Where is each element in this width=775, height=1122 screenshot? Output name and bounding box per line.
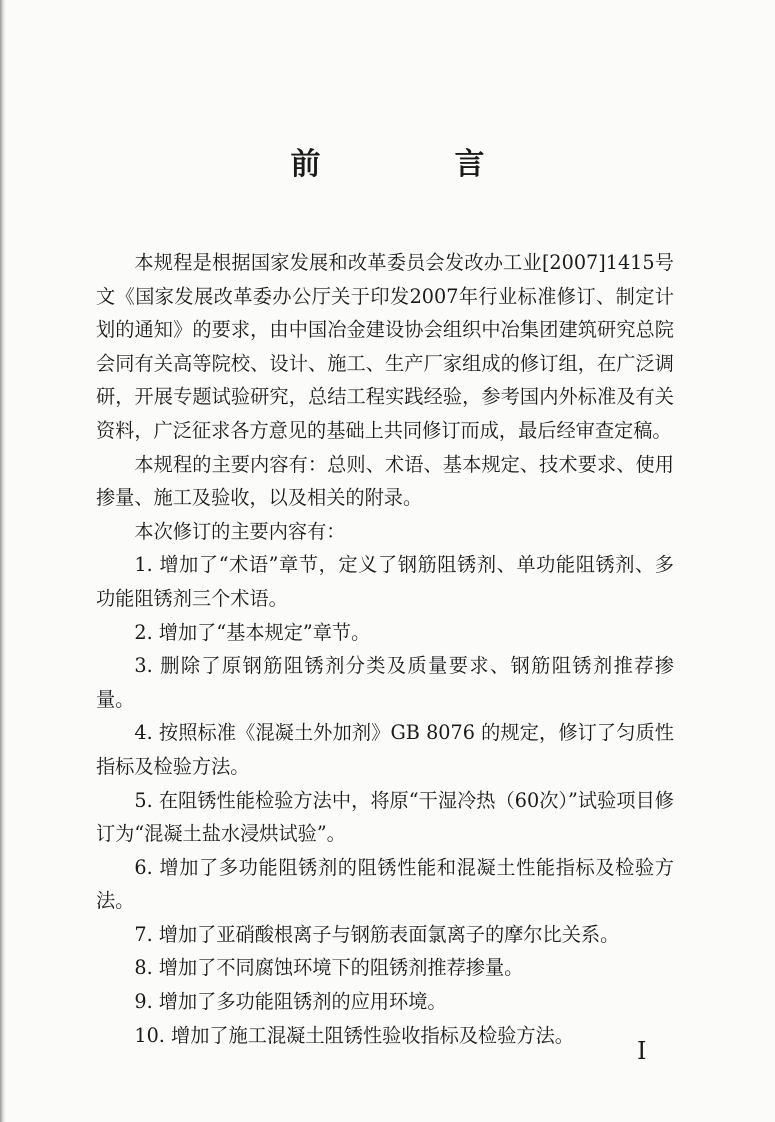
preface-body: [96, 246, 674, 1052]
paragraph-revision-heading: 本次修订的主要内容有：: [134, 519, 346, 543]
revision-item-9: 9. 增加了多功能阻锈剂的应用环境。: [134, 990, 447, 1014]
revision-item-8: 8. 增加了不同腐蚀环境下的阻锈剂推荐掺量。: [134, 956, 524, 980]
page-title: 前 言: [290, 147, 537, 182]
revision-item-3: 3. 删除了原钢筋阻锈剂分类及质量要求、钢筋阻锈剂推荐掺量。: [96, 654, 674, 711]
revision-item-6: 6. 增加了多功能阻锈剂的阻锈性能和混凝土性能指标及检验方法。: [96, 855, 674, 913]
revision-item-10: 10. 增加了施工混凝土阻锈性验收指标及检验方法。: [134, 1023, 574, 1047]
paragraph-intro: 本规程是根据国家发展和改革委员会发改办工业[2007]1415号文《国家发展改革委办公厅关于印发2007年行业标准修订、制定计划的通知》的要求，由中国冶金建设协会组织中冶集团建筑研究总院会同有关高等院校、设计、施工、生产厂家组成的修订组，在广泛调研，开展专题试验研究，总结工程实践经验，参考国内外标准及有关资料，广泛征求各方意见的基础上共同修订而成，最后经审查定稿。: [96, 251, 674, 442]
paragraph-contents: 本规程的主要内容有：总则、术语、基本规定、技术要求、使用掺量、施工及验收，以及相关的附录。: [96, 452, 674, 510]
revision-item-5: 5. 在阻锈性能检验方法中，将原“干湿冷热（60次）”试验项目修订为“混凝土盐水浸烘试验”。: [96, 788, 674, 846]
revision-item-7: 7. 增加了亚硝酸根离子与钢筋表面氯离子的摩尔比关系。: [134, 922, 620, 946]
revision-item-1: 1. 增加了“术语”章节，定义了钢筋阻锈剂、单功能阻锈剂、多功能阻锈剂三个术语。: [96, 553, 674, 610]
revision-item-4: 4. 按照标准《混凝土外加剂》GB 8076 的规定，修订了匀质性指标及检验方法。: [96, 721, 674, 778]
revision-item-2: 2. 增加了“基本规定”章节。: [134, 620, 371, 644]
page-number: I: [637, 1037, 647, 1065]
